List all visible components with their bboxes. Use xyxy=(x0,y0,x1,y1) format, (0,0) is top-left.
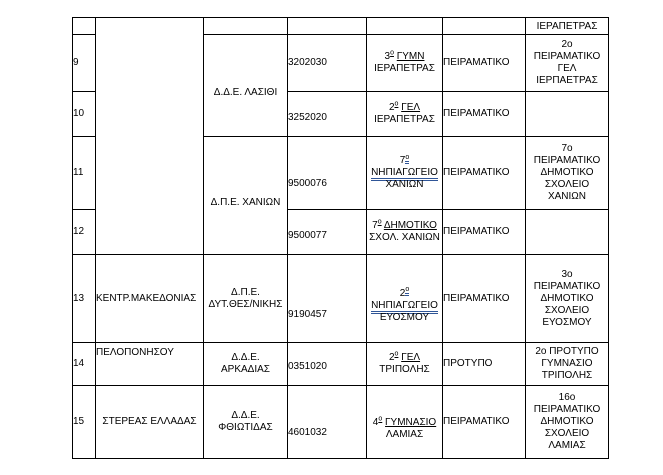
school-cell: $2^o$ ΓΕΛ ΤΡΙΠΟΛΗΣ xyxy=(367,343,443,386)
school-code: 9500076 xyxy=(288,137,367,210)
row-number: 11 xyxy=(73,137,96,210)
school-type: ΠΕΙΡΑΜΑΤΙΚΟ xyxy=(443,92,526,137)
school-code: 3252020 xyxy=(288,92,367,137)
school-cell: $7^o$ ΝΗΠΙΑΓΩΓΕΙΟ ΧΑΝΙΩΝ xyxy=(367,137,443,210)
school-name: ΓΕΛ xyxy=(401,352,421,363)
school-cell: $4^o$ ΓΥΜΝΑΣΙΟ ΛΑΜΙΑΣ xyxy=(367,386,443,459)
linked-school-cell: 2ο ΠΡΟΤΥΠΟ ΓΥΜΝΑΣΙΟ ΤΡΙΠΟΛΗΣ xyxy=(526,343,609,386)
region-cell xyxy=(96,18,204,255)
school-type: ΠΕΙΡΑΜΑΤΙΚΟ xyxy=(443,255,526,343)
schools-table xyxy=(72,17,609,459)
school-cell: $2^o$ ΝΗΠΙΑΓΩΓΕΙΟ ΕΥΟΣΜΟΥ xyxy=(367,255,443,343)
school-city: ΤΡΙΠΟΛΗΣ xyxy=(379,364,430,375)
linked-school-cell xyxy=(526,18,609,35)
school-city: ΧΑΝΙΩΝ xyxy=(385,179,424,190)
school-cell xyxy=(367,18,443,35)
school-code: 3202030 xyxy=(288,35,367,92)
school-cell: $3^o$ ΓΥΜΝ ΙΕΡΑΠΕΤΡΑΣ xyxy=(367,35,443,92)
directorate-cell xyxy=(204,35,288,137)
school-city: ΕΥΟΣΜΟΥ xyxy=(379,311,430,323)
linked-school-cell: 16ο ΠΕΙΡΑΜΑΤΙΚΟ ΔΗΜΟΤΙΚΟ ΣΧΟΛΕΙΟ ΛΑΜΙΑΣ xyxy=(526,386,609,459)
school-name: ΓΥΜΝΑΣΙΟ xyxy=(385,417,437,428)
school-city: ΙΕΡΑΠΕΤΡΑΣ xyxy=(374,63,435,74)
school-name: ΓΥΜΝ xyxy=(396,51,425,62)
school-code: 9500077 xyxy=(288,210,367,255)
directorate-cell: Δ.Π.Ε. ΔΥΤ.ΘΕΣ/ΝΙΚΗΣ xyxy=(204,255,288,343)
row-number: 14 xyxy=(73,343,96,386)
table-row xyxy=(73,343,609,386)
region-name: ΣΤΕΡΕΑΣ ΕΛΛΑΔΑΣ xyxy=(96,386,204,459)
school-type: ΠΕΙΡΑΜΑΤΙΚΟ xyxy=(443,35,526,92)
directorate-cell: Δ.Δ.Ε. ΑΡΚΑΔΙΑΣ xyxy=(204,343,288,386)
school-name: ΓΕΛ xyxy=(401,102,421,113)
school-name: ΝΗΠΙΑΓΩΓΕΙΟ xyxy=(371,167,438,181)
directorate-cell: Δ.Δ.Ε. ΦΘΙΩΤΙΔΑΣ xyxy=(204,386,288,459)
directorate-cell xyxy=(204,18,288,35)
school-code: 4601032 xyxy=(288,386,367,459)
linked-school-cell xyxy=(526,210,609,255)
school-code: 0351020 xyxy=(288,343,367,386)
row-number: 12 xyxy=(73,210,96,255)
linked-school-cell: 2ο ΠΕΙΡΑΜΑΤΙΚΟ ΓΕΛ ΙΕΡΠΑΕΤΡΑΣ xyxy=(526,35,609,92)
row-number: 13 xyxy=(73,255,96,343)
school-city: ΙΕΡΑΠΕΤΡΑΣ xyxy=(374,114,435,125)
school-cell: $2^o$ ΓΕΛ ΙΕΡΑΠΕΤΡΑΣ xyxy=(367,92,443,137)
school-code: 9190457 xyxy=(288,255,367,343)
school-type: ΠΕΙΡΑΜΑΤΙΚΟ xyxy=(443,137,526,210)
school-cell: $7^o$ ΔΗΜΟΤΙΚΟ ΣΧΟΛ. ΧΑΝΙΩΝ xyxy=(367,210,443,255)
linked-school-cell: 3ο ΠΕΙΡΑΜΑΤΙΚΟ ΔΗΜΟΤΙΚΟ ΣΧΟΛΕΙΟ ΕΥΟΣΜΟΥ xyxy=(526,255,609,343)
directorate-name: Δ.Π.Ε. ΧΑΝΙΩΝ xyxy=(210,196,281,208)
table-row xyxy=(73,255,609,343)
linked-school-cell: 7ο ΠΕΙΡΑΜΑΤΙΚΟ ΔΗΜΟΤΙΚΟ ΣΧΟΛΕΙΟ ΧΑΝΙΩΝ xyxy=(526,137,609,210)
school-name: ΔΗΜΟΤΙΚΟ xyxy=(383,220,437,231)
region-name: ΠΕΛΟΠΟΝΗΣΟΥ xyxy=(96,343,204,386)
school-type: ΠΕΙΡΑΜΑΤΙΚΟ xyxy=(443,210,526,255)
row-number: 9 xyxy=(73,35,96,92)
row-number xyxy=(73,18,96,35)
school-name: ΝΗΠΙΑΓΩΓΕΙΟ xyxy=(371,300,438,314)
directorate-name: Δ.Δ.Ε. ΛΑΣΙΘΙ xyxy=(213,86,278,98)
code-cell xyxy=(288,18,367,35)
school-city: ΛΑΜΙΑΣ xyxy=(385,429,424,440)
linked-line: ΙΕΡΑΠΕΤΡΑΣ xyxy=(536,21,598,32)
school-city: ΣΧΟΛ. ΧΑΝΙΩΝ xyxy=(369,232,440,243)
table-row xyxy=(73,386,609,459)
table-row xyxy=(73,18,609,35)
row-number: 15 xyxy=(73,386,96,459)
school-type: ΠΕΙΡΑΜΑΤΙΚΟ xyxy=(443,386,526,459)
school-type: ΠΡΟΤΥΠΟ xyxy=(443,343,526,386)
directorate-cell xyxy=(204,137,288,255)
linked-school-cell xyxy=(526,92,609,137)
region-name: ΚΕΝΤΡ.ΜΑΚΕΔΟΝΙΑΣ xyxy=(96,255,204,343)
type-cell xyxy=(443,18,526,35)
row-number: 10 xyxy=(73,92,96,137)
